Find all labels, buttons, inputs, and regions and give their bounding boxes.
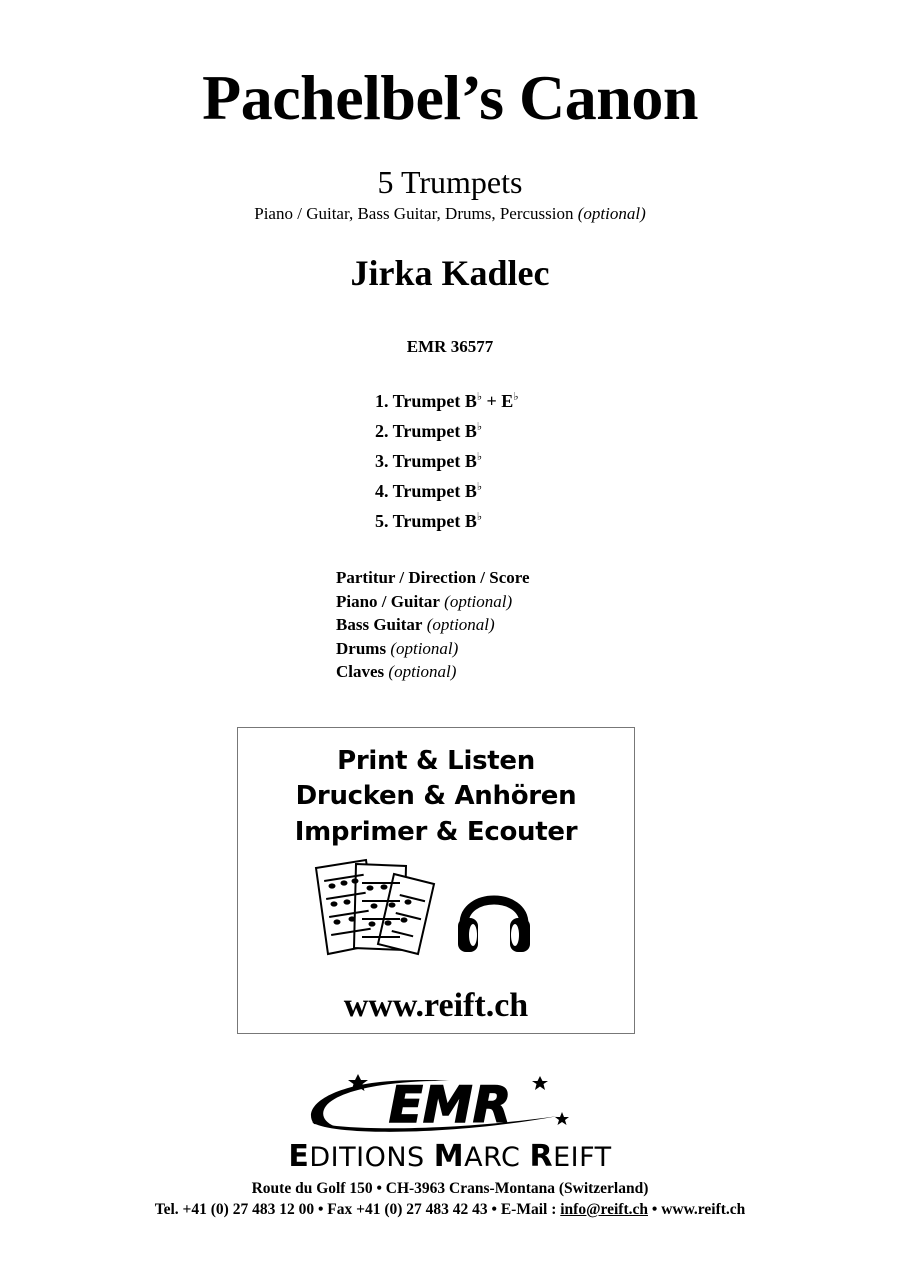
- composer-name: Jirka Kadlec: [350, 253, 550, 293]
- print-and-listen-box: [237, 727, 635, 1034]
- trumpet-part: 5. Trumpet B♭: [375, 511, 483, 531]
- promo-line-en: Print & Listen: [337, 746, 535, 776]
- optional-note: (optional): [577, 204, 646, 223]
- part-item: Piano / Guitar (optional): [336, 591, 513, 611]
- trumpet-part: 3. Trumpet B♭: [375, 451, 483, 471]
- ensemble-subtitle: 5 Trumpets: [377, 164, 523, 200]
- promo-url: www.reift.ch: [343, 987, 529, 1024]
- part-item: Drums (optional): [336, 638, 459, 658]
- email-label: E-Mail :: [500, 1201, 557, 1218]
- flat-sign: ♭: [513, 391, 519, 403]
- instrumentation-text: Piano / Guitar, Bass Guitar, Drums, Percussion: [254, 204, 574, 223]
- publisher-name: EDITIONS MARC REIFT: [288, 1139, 612, 1174]
- part-item: Partitur / Direction / Score: [336, 568, 530, 587]
- publisher-contact-line: Tel. +41 (0) 27 483 12 00 • Fax +41 (0) 27 483 42 43 • E-Mail : info@reift.ch • www.reift.ch: [154, 1201, 746, 1218]
- part-item: Bass Guitar (optional): [336, 615, 495, 634]
- trumpet-part: 2. Trumpet B♭: [375, 421, 483, 441]
- headphones-icon: [456, 878, 532, 960]
- trumpet-part: 4. Trumpet B♭: [375, 481, 483, 501]
- promo-line-de: Drucken & Anhören: [295, 781, 577, 811]
- trumpet-parts-list: [375, 386, 519, 536]
- sheet-music-icon: [312, 858, 440, 958]
- flat-sign: ♭: [476, 511, 483, 523]
- publisher-address: Route du Golf 150 • CH-3963 Crans-Montana (Switzerland): [251, 1180, 649, 1197]
- promo-line-fr: Imprimer & Ecouter: [294, 817, 578, 847]
- website-link[interactable]: www.reift.ch: [661, 1201, 746, 1218]
- phone-number: Tel. +41 (0) 27 483 12 00: [154, 1201, 315, 1218]
- instrumentation-line: [0, 203, 900, 225]
- flat-sign: ♭: [476, 391, 483, 403]
- part-item: Claves (optional): [336, 662, 457, 681]
- flat-sign: ♭: [476, 451, 483, 463]
- score-parts-list: [336, 566, 530, 684]
- catalog-number: EMR 36577: [406, 337, 494, 356]
- flat-sign: ♭: [476, 421, 483, 433]
- email-link[interactable]: info@reift.ch: [560, 1201, 648, 1218]
- emr-logo: [300, 1072, 580, 1138]
- flat-sign: ♭: [476, 481, 483, 493]
- fax-number: Fax +41 (0) 27 483 42 43: [327, 1201, 488, 1218]
- svg-text:EMR: EMR: [388, 1076, 512, 1134]
- trumpet-part: 1. Trumpet B♭ + E♭: [375, 391, 519, 411]
- page-title: Pachelbel’s Canon: [202, 62, 698, 133]
